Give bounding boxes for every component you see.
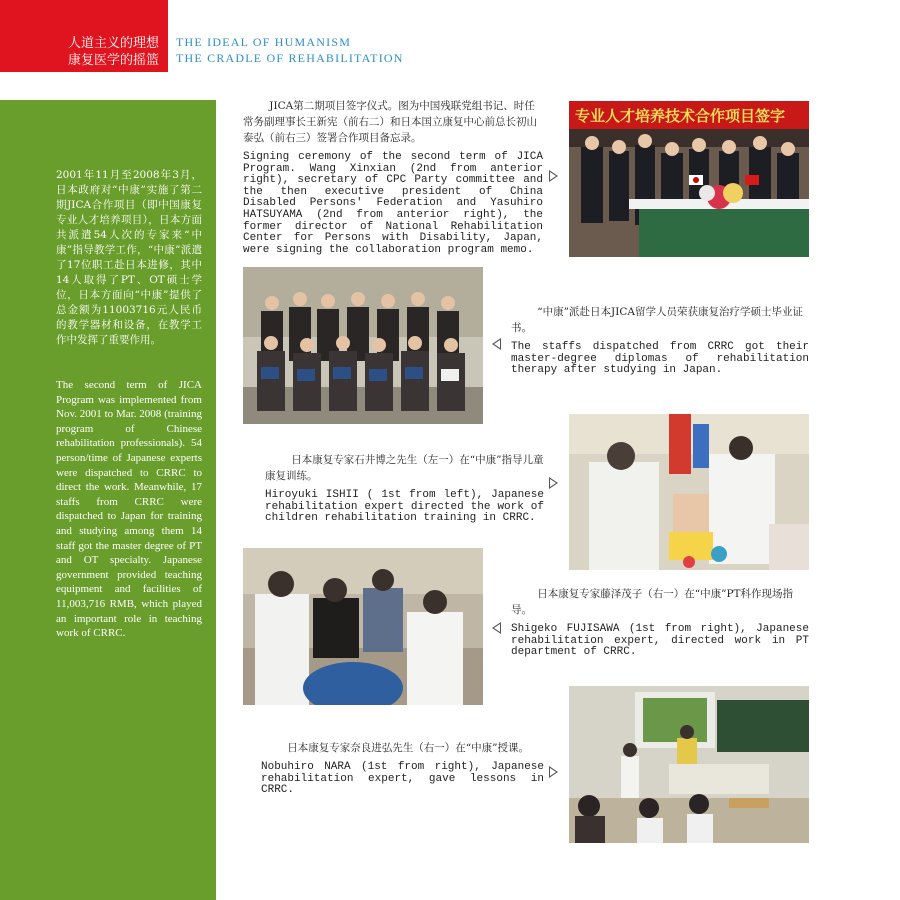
arrow-right-icon	[549, 170, 558, 182]
photo-signing-ceremony	[569, 101, 809, 257]
arrow-right-icon	[549, 766, 558, 778]
caption-zh: 日本康复专家奈良进弘先生（右一）在“中康”授课。	[287, 742, 529, 754]
caption-zh: 日本康复专家藤泽茂子（右一）在“中康”PT科作现场指导。	[511, 588, 794, 616]
caption-en: Shigeko FUJISAWA (1st from right), Japanese rehabilitation expert, directed work in PT department of CRRC.	[511, 623, 809, 659]
arrow-left-icon	[492, 622, 501, 634]
photo-pt-department	[243, 548, 483, 705]
header-title-en: THE IDEAL OF HUMANISM THE CRADLE OF REHABILITATION	[176, 35, 404, 65]
caption-zh: “中康”派赴日本JICA留学人员荣获康复治疗学硕士毕业证书。	[511, 306, 803, 334]
photo-diploma-group	[243, 267, 483, 424]
caption-zh: JICA第二期项目签字仪式。图为中国残联党组书记、时任常务副理事长王新宪（前右二）和日本国立康复中心前总长初山泰弘（前右三）签署合作项目备忘录。	[243, 100, 537, 144]
caption-diplomas	[511, 304, 809, 377]
caption-en: Hiroyuki ISHII ( 1st from left), Japanese rehabilitation expert directed the work of children rehabilitation training in CRRC.	[265, 489, 544, 525]
caption-pt-guidance	[511, 586, 809, 659]
photo-banner-text: 专业人才培养技术合作项目签字	[575, 107, 786, 125]
caption-lecture	[261, 740, 544, 797]
caption-en: Signing ceremony of the second term of JICA Program. Wang Xinxian (2nd from anterior right), secretary of CPC Party committee and the then executive president of China Disabled Persons' Federation and Yasuhiro HATSUYAMA (2nd from anterior right), the former director of National Rehabilitation Center for Persons with Disability, Japan, were signing the collaboration program memo.	[243, 151, 543, 256]
arrow-left-icon	[492, 338, 501, 350]
arrow-right-icon	[549, 477, 558, 489]
photo-children-rehab	[569, 414, 809, 570]
sidebar-text-en: The second term of JICA Program was implemented from Nov. 2001 to Mar. 2008 (training program of Chinese rehabilitation professionals). 54 person/time of Japanese experts were dispatched to CRRC to direct the work. Meanwhile, 17 staffs from CRRC were dispatched to Japan for training and studying among them 14 staff got the master degree of PT and OT specialty. Japanese government provided teaching equipment and facilities of 11,003,716 RMB, which played an important role in teaching work of CRRC.	[56, 379, 202, 640]
sidebar-panel	[0, 100, 216, 900]
caption-en: Nobuhiro NARA (1st from right), Japanese rehabilitation expert, gave lessons in CRRC.	[261, 761, 544, 797]
caption-signing	[243, 98, 543, 256]
caption-children-training	[265, 452, 544, 525]
photo-lecture	[569, 686, 809, 843]
sidebar-text-zh: 2001年11月至2008年3月，日本政府对“中康”实施了第二期JICA合作项目（即中国康复专业人才培养项目），日本方面共派遣54人次的专家来“中康”指导教学工作，“中康”派遣了17位职工赴日本进修，其中14人取得了PT、OT硕士学位，日本方面向“中康”提供了总金额为11003716元人民币的教学器材和设备，在教学工作中发挥了重要作用。	[56, 169, 202, 346]
caption-zh: 日本康复专家石井博之先生（左一）在“中康”指导儿童康复训练。	[265, 454, 544, 482]
caption-en: The staffs dispatched from CRRC got their master-degree diplomas of rehabilitation therapy after studying in Japan.	[511, 341, 809, 377]
header-title-zh: 人道主义的理想 康复医学的摇篮	[0, 0, 168, 72]
